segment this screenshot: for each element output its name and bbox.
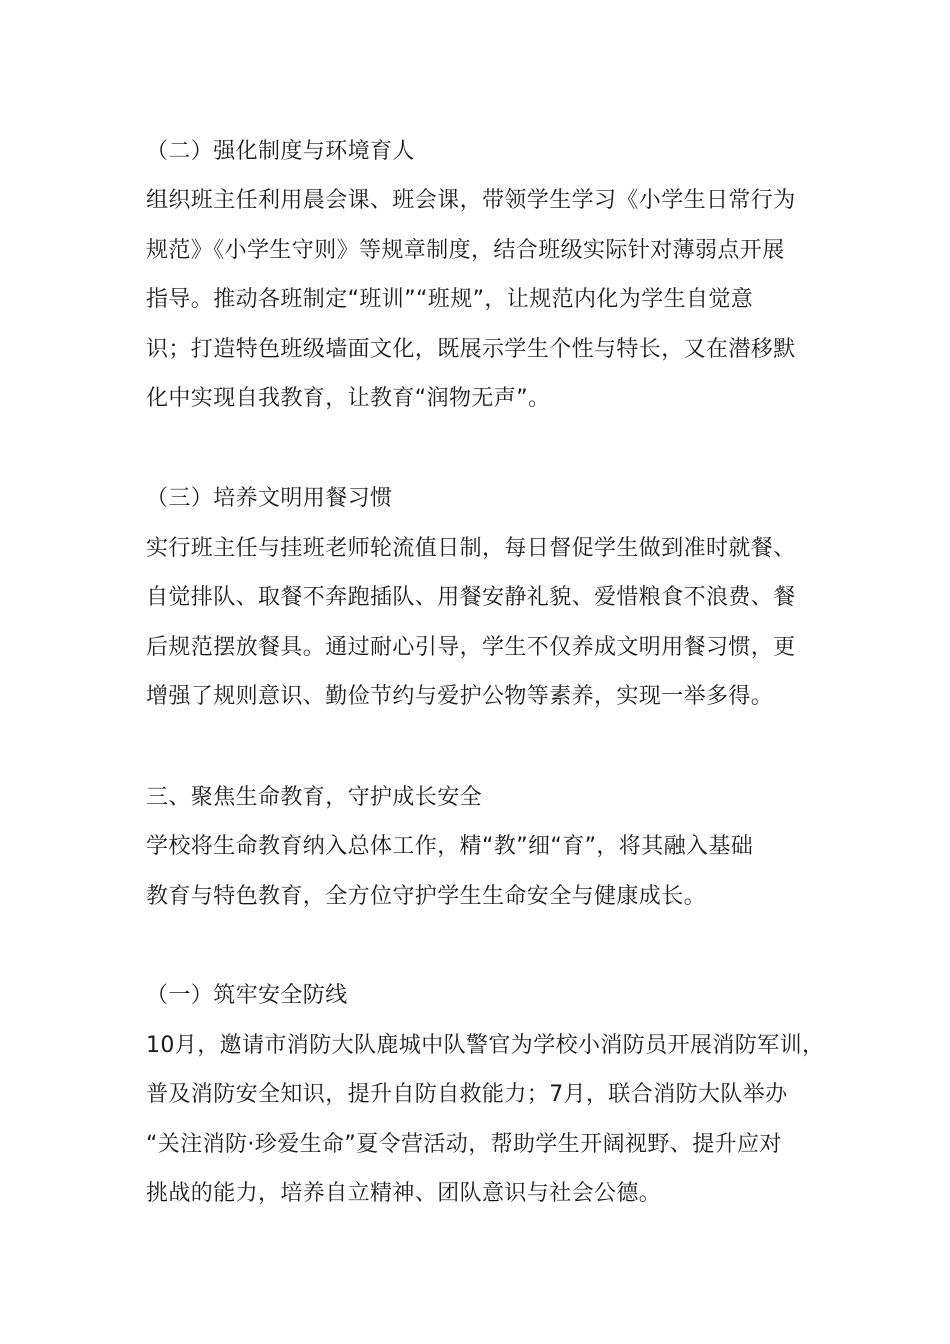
paragraph-line: 增强了规则意识、勤俭节约与爱护公物等素养，实现一举多得。 (146, 684, 774, 709)
paragraph-line: 10月，邀请市消防大队鹿城中队警官为学校小消防员开展消防军训， (146, 1033, 825, 1058)
paragraph-line: 自觉排队、取餐不奔跑插队、用餐安静礼貌、爱惜粮食不浪费、餐 (146, 585, 796, 610)
paragraph-line: 普及消防安全知识，提升自防自救能力；7月，联合消防大队举办 (146, 1082, 788, 1107)
paragraph-line: 后规范摆放餐具。通过耐心引导，学生不仅养成文明用餐习惯，更 (146, 635, 796, 660)
paragraph-line: 化中实现自我教育，让教育“润物无声”。 (146, 386, 551, 411)
paragraph-line: 识；打造特色班级墙面文化，既展示学生个性与特长，又在潜移默 (146, 337, 796, 362)
section-heading-safety-line: （一）筑牢安全防线 (146, 983, 348, 1008)
section-heading-dining-habits: （三）培养文明用餐习惯 (146, 486, 393, 511)
paragraph-line: 实行班主任与挂班老师轮流值日制，每日督促学生做到准时就餐、 (146, 536, 796, 561)
section-heading-life-education: 三、聚焦生命教育，守护成长安全 (146, 785, 483, 810)
paragraph-line: 学校将生命教育纳入总体工作，精“教”细“育”，将其融入基础 (146, 834, 754, 859)
paragraph-line: 规范》《小学生守则》等规章制度，结合班级实际针对薄弱点开展 (146, 238, 785, 263)
paragraph-line: 挑战的能力，培养自立精神、团队意识与社会公德。 (146, 1181, 662, 1206)
paragraph-line: 组织班主任利用晨会课、班会课，带领学生学习《小学生日常行为 (146, 188, 796, 213)
paragraph-line: 指导。推动各班制定“班训”“班规”，让规范内化为学生自觉意 (146, 287, 754, 312)
section-heading-strengthen-system: （二）强化制度与环境育人 (146, 139, 415, 164)
paragraph-line: “关注消防·珍爱生命”夏令营活动，帮助学生开阔视野、提升应对 (146, 1132, 782, 1157)
paragraph-line: 教育与特色教育，全方位守护学生生命安全与健康成长。 (146, 884, 707, 909)
